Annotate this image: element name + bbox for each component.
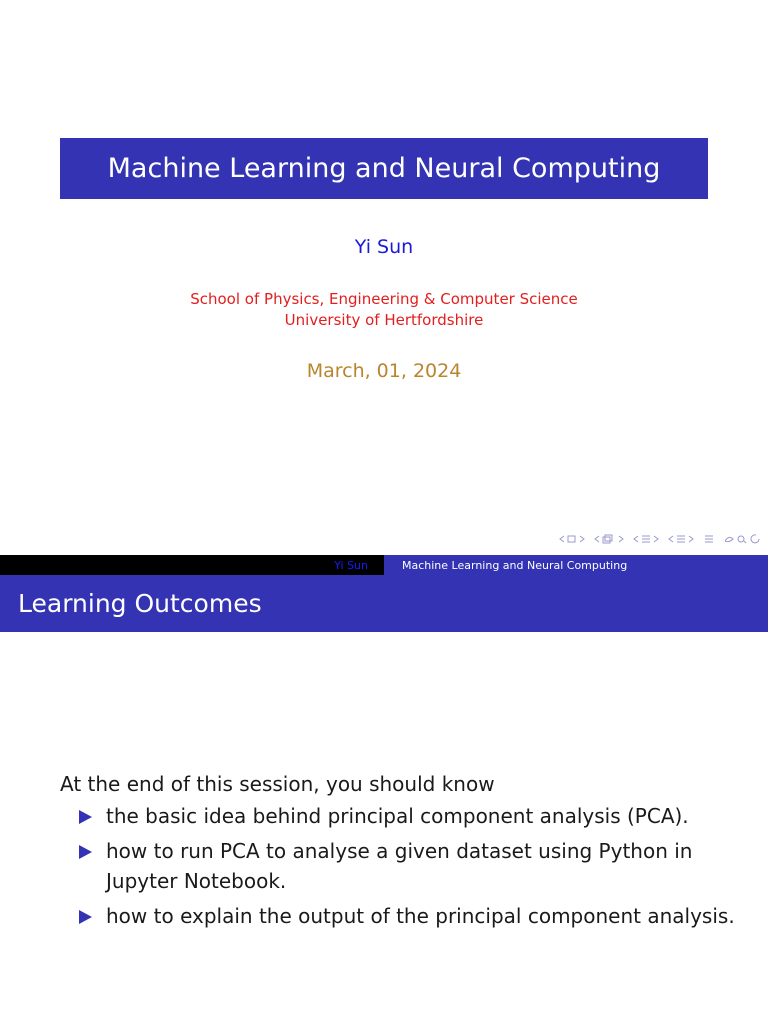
institute-university: University of Hertfordshire	[284, 311, 484, 329]
nav-document-icon[interactable]	[703, 534, 715, 547]
footline-author-box	[0, 555, 384, 575]
navigation-symbols	[559, 534, 760, 547]
footline-author: Yi Sun	[334, 558, 368, 572]
slide-content	[60, 769, 750, 936]
list-item-text: the basic idea behind principal component analysis (PCA).	[106, 804, 689, 828]
nav-subsection-icon[interactable]	[594, 534, 624, 547]
list-item-text: how to run PCA to analyse a given dataset using Python in Jupyter Notebook.	[106, 839, 693, 893]
outcome-list	[60, 801, 750, 931]
institute-school: School of Physics, Engineering & Computer Science	[190, 290, 578, 308]
presentation-title: Machine Learning and Neural Computing	[107, 153, 661, 184]
learning-outcomes-slide	[0, 555, 768, 1024]
nav-section-icon-2[interactable]	[668, 534, 694, 547]
triangle-bullet-icon	[79, 845, 92, 859]
frame-title-bar	[0, 575, 768, 632]
footline-title-box	[384, 555, 768, 575]
list-item	[60, 836, 750, 896]
presentation-date: March, 01, 2024	[306, 360, 462, 382]
footline-title: Machine Learning and Neural Computing	[402, 558, 628, 572]
intro-text: At the end of this session, you should know	[60, 772, 495, 796]
list-item	[60, 901, 750, 931]
frame-title: Learning Outcomes	[18, 589, 262, 618]
footline	[0, 555, 768, 575]
nav-frame-icon[interactable]	[559, 534, 585, 547]
institute-block	[0, 289, 768, 331]
title-banner	[60, 138, 708, 199]
list-item	[60, 801, 750, 831]
author-name: Yi Sun	[354, 236, 414, 258]
triangle-bullet-icon	[79, 810, 92, 824]
nav-section-icon[interactable]	[633, 534, 659, 547]
nav-search-icon[interactable]	[724, 534, 760, 547]
triangle-bullet-icon	[79, 910, 92, 924]
list-item-text: how to explain the output of the principal component analysis.	[106, 904, 735, 928]
